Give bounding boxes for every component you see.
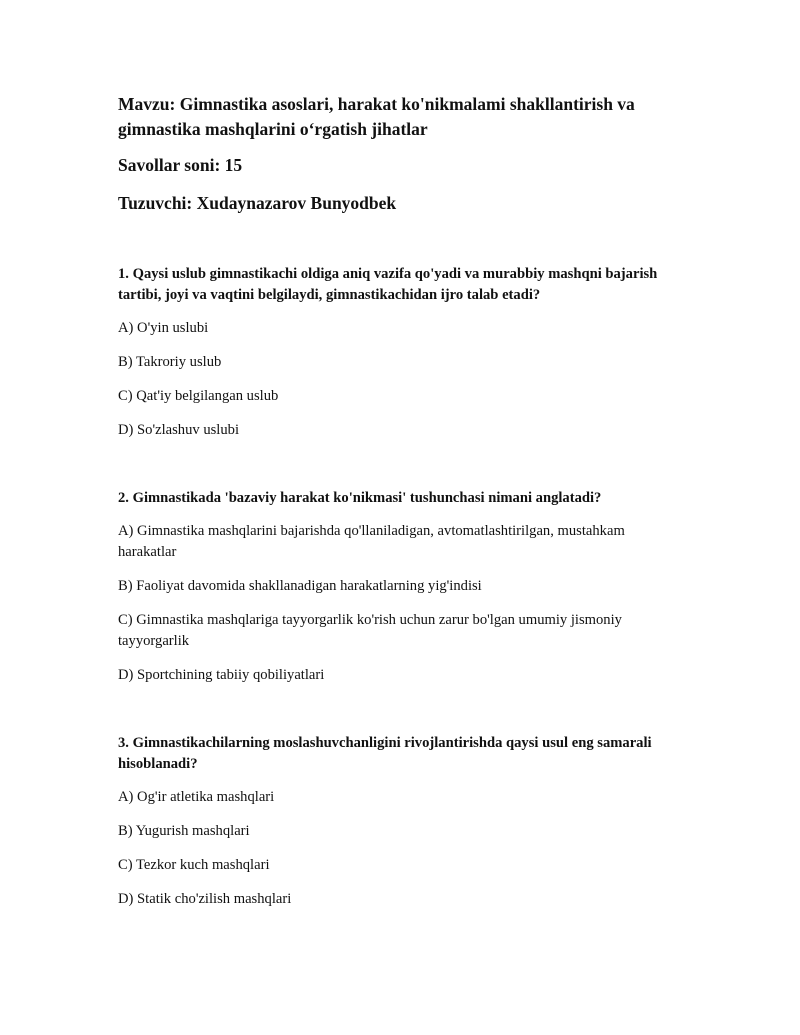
answer-option-d: D) Statik cho'zilish mashqlari — [118, 891, 292, 907]
topic-title: Mavzu: Gimnastika asoslari, harakat ko'nikmalami shakllantirish va gimnastika mashqlarini o‘rgatish jihatlar — [118, 94, 635, 139]
question-2 — [118, 488, 678, 686]
answer-option-a: A) O'yin uslubi — [118, 320, 209, 336]
question-1 — [118, 264, 678, 441]
question-text: 3. Gimnastikachilarning moslashuvchanligini rivojlantirishda qaysi usul eng samarali hisoblanadi? — [118, 735, 652, 772]
question-count: Savollar soni: 15 — [118, 155, 243, 175]
answer-option-b: B) Yugurish mashqlari — [118, 823, 250, 839]
answer-option-b: B) Faoliyat davomida shakllanadigan harakatlarning yig'indisi — [118, 578, 482, 594]
question-3 — [118, 733, 678, 910]
question-text: 2. Gimnastikada 'bazaviy harakat ko'nikmasi' tushunchasi nimani anglatadi? — [118, 490, 602, 506]
answer-option-c: C) Qat'iy belgilangan uslub — [118, 388, 279, 404]
answer-option-d: D) Sportchining tabiiy qobiliyatlari — [118, 667, 325, 683]
answer-option-b: B) Takroriy uslub — [118, 354, 222, 370]
question-text: 1. Qaysi uslub gimnastikachi oldiga aniq vazifa qo'yadi va murabbiy mashqni bajarish tartibi, joyi va vaqtini belgilaydi, gimnastikachidan ijro talab etadi? — [118, 266, 658, 303]
author-line: Tuzuvchi: Xudaynazarov Bunyodbek — [118, 193, 397, 213]
answer-option-c: C) Gimnastika mashqlariga tayyorgarlik ko'rish uchun zarur bo'lgan umumiy jismoniy tayyorgarlik — [118, 612, 622, 649]
document-page — [118, 92, 678, 910]
answer-option-c: C) Tezkor kuch mashqlari — [118, 857, 270, 873]
answer-option-a: A) Gimnastika mashqlarini bajarishda qo'llaniladigan, avtomatlashtirilgan, mustahkam harakatlar — [118, 523, 625, 560]
answer-option-d: D) So'zlashuv uslubi — [118, 422, 239, 438]
answer-option-a: A) Og'ir atletika mashqlari — [118, 789, 275, 805]
